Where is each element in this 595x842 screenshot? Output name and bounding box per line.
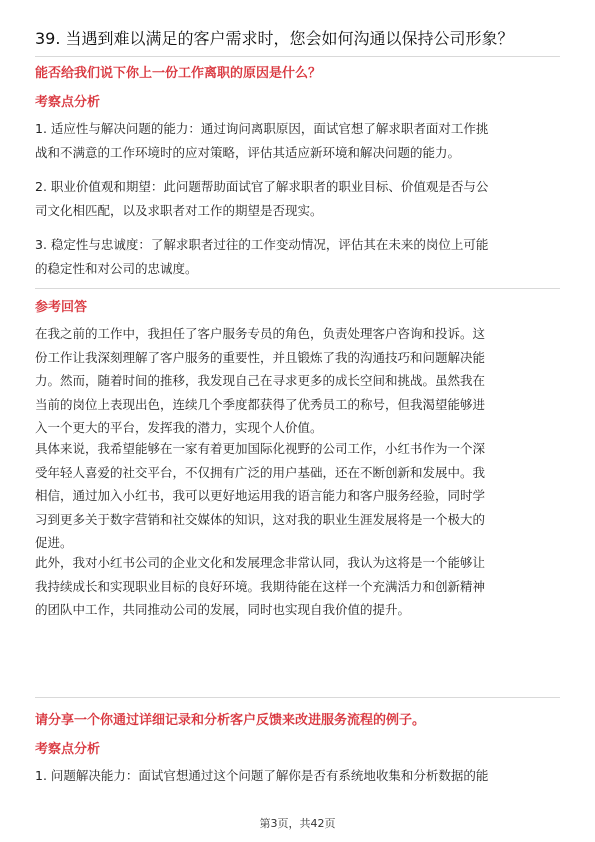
text-line: 力。然而，随着时间的推移，我发现自己在寻求更多的成长空间和挑战。虽然我在 [35,373,486,388]
page-number: 第3页，共42页 [259,817,336,830]
question-title: 39. 当遇到难以满足的客户需求时，您会如何沟通以保持公司形象？ [35,29,514,48]
interview-question: 能否给我们说下你上一份工作离职的原因是什么？ [35,66,322,81]
analysis-item [35,233,560,280]
analysis-item [35,175,560,222]
text-line: 入一个更大的平台，发挥我的潜力，实现个人价值。 [35,420,323,435]
text-line: 的稳定性和对公司的忠诚度。 [35,260,198,276]
text-line: 促进。 [35,535,73,550]
text-line: 此外，我对小红书公司的企业文化和发展理念非常认同，我认为这将是一个能够让 [35,555,486,570]
text-line: 份工作让我深刻理解了客户服务的重要性，并且锻炼了我的沟通技巧和问题解决能 [35,349,486,365]
text-line: 具体来说，我希望能够在一家有着更加国际化视野的公司工作，小红书作为一个深 [35,441,486,456]
text-line: 我持续成长和实现职业目标的良好环境。我期待能在这样一个充满活力和创新精神 [35,578,486,594]
answer-paragraph [35,551,560,622]
text-line: 的团队中工作，共同推动公司的发展，同时也实现自我价值的提升。 [35,602,411,617]
divider [35,697,560,698]
answer-paragraph [35,322,560,440]
text-line: 战和不满意的工作环境时的应对策略，评估其适应新环境和解决问题的能力。 [35,144,461,160]
text-line: 相信，通过加入小红书，我可以更好地运用我的语言能力和客户服务经验，同时学 [35,488,486,503]
analysis-heading: 考察点分析 [35,95,101,110]
text-line: 3. 稳定性与忠诚度：了解求职者过往的工作变动情况，评估其在未来的岗位上可能 [35,237,489,252]
text-line: 2. 职业价值观和期望：此问题帮助面试官了解求职者的职业目标、价值观是否与公 [35,179,489,194]
text-line: 习到更多关于数字营销和社交媒体的知识，这对我的职业生涯发展将是一个极大的 [35,511,486,527]
text-line: 1. 适应性与解决问题的能力：通过询问离职原因，面试官想了解求职者面对工作挑 [35,121,489,136]
interview-question: 请分享一个你通过详细记录和分析客户反馈来改进服务流程的例子。 [35,713,426,728]
text-line: 当前的岗位上表现出色，连续几个季度都获得了优秀员工的称号，但我渴望能够进 [35,396,486,412]
analysis-heading: 考察点分析 [35,742,101,757]
answer-paragraph [35,437,560,555]
text-line: 受年轻人喜爱的社交平台，不仅拥有广泛的用户基础，还在不断创新和发展中。我 [35,464,486,480]
analysis-item [35,764,560,788]
text-line: 司文化相匹配，以及求职者对工作的期望是否现实。 [35,202,323,218]
divider [35,56,560,57]
divider [35,288,560,289]
text-line: 1. 问题解决能力：面试官想通过这个问题了解你是否有系统地收集和分析数据的能 [35,768,489,783]
analysis-item [35,117,560,164]
text-line: 在我之前的工作中，我担任了客户服务专员的角色，负责处理客户咨询和投诉。这 [35,326,486,341]
answer-heading: 参考回答 [35,300,88,315]
